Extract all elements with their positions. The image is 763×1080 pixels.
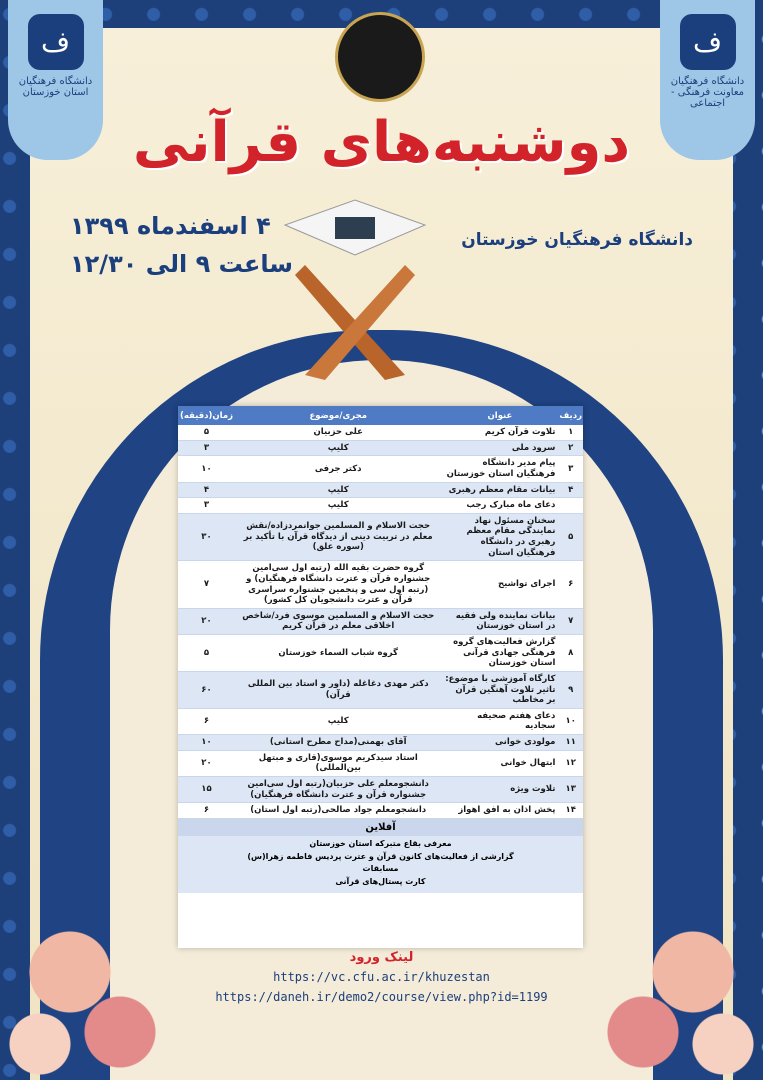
table-cell: ۶ [178, 708, 235, 734]
table-cell: سخنان مسئول نهاد نمایندگی مقام معظم رهبری در دانشگاه فرهنگیان استان [441, 513, 558, 561]
list-item: مسابقات [362, 864, 399, 874]
university-name: دانشگاه فرهنگیان خوزستان [461, 230, 693, 250]
table-cell: کلیپ [235, 440, 441, 456]
offline-title: آفلاین [178, 819, 583, 836]
table-cell: ۴ [558, 482, 583, 498]
table-cell: ۱۱ [558, 735, 583, 751]
logo-left-line2: استان خوزستان [22, 87, 89, 98]
table-row [178, 425, 583, 440]
table-cell: پیام مدیر دانشگاه فرهنگیان استان خوزستان [441, 456, 558, 482]
table-row [178, 671, 583, 708]
table-cell: مولودی خوانی [441, 735, 558, 751]
logo-left-line1: دانشگاه فرهنگیان [18, 76, 93, 87]
event-time: ساعت ۹ الی ۱۲/۳۰ [70, 250, 294, 278]
table-cell: ۱۰ [178, 456, 235, 482]
table-cell: ۵ [178, 425, 235, 440]
table-cell: کلیپ [235, 482, 441, 498]
table-cell: ۶۰ [178, 671, 235, 708]
table-cell: دکتر جرفی [235, 456, 441, 482]
list-item: گزارشی از فعالیت‌های کانون قرآن و عترت پردیس فاطمه زهرا(س) [247, 851, 514, 861]
table-cell: ۲۰ [178, 608, 235, 634]
table-cell: دعای هفتم صحیفه سجادیه [441, 708, 558, 734]
table-cell: ۳ [178, 498, 235, 514]
link-url-1[interactable]: https://vc.cfu.ac.ir/khuzestan [273, 970, 490, 984]
table-cell: گروه حضرت بقیه الله (رتبه اول سی‌امین جشنواره قرآن و عترت دانشگاه فرهنگیان) و (رتبه اول سی و پنجمین جشنواره سراسری قرآن و عترت دانشجویان کل کشور) [235, 561, 441, 609]
logo-right-line1: دانشگاه فرهنگیان [670, 76, 745, 87]
table-row [178, 482, 583, 498]
table-cell: دعای ماه مبارک رجب [441, 498, 558, 514]
table-cell [558, 498, 583, 514]
table-cell: ۲ [558, 440, 583, 456]
logo-icon: ف [28, 14, 84, 70]
table-cell: ۱۰ [558, 708, 583, 734]
table-cell: ۵ [558, 513, 583, 561]
table-cell: کلیپ [235, 498, 441, 514]
table-cell: اجرای تواشیح [441, 561, 558, 609]
table-row [178, 735, 583, 751]
list-item: معرفی بقاع متبرکه استان خوزستان [309, 838, 452, 848]
university-logo-left [8, 0, 103, 160]
table-cell: دکتر مهدی دغاغله (داور و استاد بین المللی قرآن) [235, 671, 441, 708]
header-cell: ردیف [558, 406, 583, 425]
table-cell: ابتهال خوانی [441, 750, 558, 776]
header-cell: مجری/موضوع [235, 406, 441, 425]
table-cell: دانشجومعلم جواد صالحی(رتبه اول استان) [235, 803, 441, 819]
table-cell: ۱۰ [178, 735, 235, 751]
table-cell: ۱۳ [558, 776, 583, 802]
table-cell: ۲۰ [178, 750, 235, 776]
table-row [178, 608, 583, 634]
table-cell: تلاوت ویژه [441, 776, 558, 802]
table-cell: آقای بهمنی(مداح مطرح استانی) [235, 735, 441, 751]
table-cell: ۷ [558, 608, 583, 634]
table-cell: حجت الاسلام و المسلمین موسوی فرد/شاخص اخلاقی معلم در قرآن کریم [235, 608, 441, 634]
bismillah-calligraphy-icon [335, 12, 425, 102]
table-row [178, 635, 583, 672]
table-cell: ۳ [178, 440, 235, 456]
university-logo-right [660, 0, 755, 160]
table-cell: ۱۴ [558, 803, 583, 819]
table-cell: ۶ [558, 561, 583, 609]
table-cell: علی حزبیان [235, 425, 441, 440]
logo-right-line2: معاونت فرهنگی - اجتماعی [670, 87, 745, 109]
table-cell: ۹ [558, 671, 583, 708]
offline-list [178, 836, 583, 893]
table-cell: ۳۰ [178, 513, 235, 561]
table-row [178, 513, 583, 561]
event-date: ۴ اسفندماه ۱۳۹۹ [70, 212, 271, 240]
table-cell: حجت الاسلام و المسلمین جوانمردزاده/نقش معلم در تربیت دینی از دیدگاه قرآن با تأکید بر (سوره علق) [235, 513, 441, 561]
table-cell: ۵ [178, 635, 235, 672]
table-row [178, 456, 583, 482]
header-cell: زمان(دقیقه) [178, 406, 235, 425]
table-row [178, 708, 583, 734]
table-cell: ۷ [178, 561, 235, 609]
table-cell: ۶ [178, 803, 235, 819]
table-cell: پخش اذان به افق اهواز [441, 803, 558, 819]
table-cell: گروه شباب السماء خوزستان [235, 635, 441, 672]
table-cell: بیانات نماینده ولی فقیه در استان خوزستان [441, 608, 558, 634]
table-cell: کلیپ [235, 708, 441, 734]
table-cell: بیانات مقام معظم رهبری [441, 482, 558, 498]
table-row [178, 776, 583, 802]
table-cell: ۱ [558, 425, 583, 440]
poster-title: دوشنبه‌های قرآنی [132, 110, 631, 175]
table-header-row [178, 406, 583, 425]
table-cell: ۱۲ [558, 750, 583, 776]
table-cell: گزارش فعالیت‌های گروه فرهنگی جهادی قرآنی استان خوزستان [441, 635, 558, 672]
logo-icon: ف [680, 14, 736, 70]
list-item: کارت پستال‌های قرآنی [335, 877, 426, 887]
quran-stand-icon [265, 195, 445, 385]
table-row [178, 803, 583, 819]
link-title: لینک ورود [349, 950, 414, 965]
header-cell: عنوان [441, 406, 558, 425]
table-row [178, 750, 583, 776]
table-row [178, 440, 583, 456]
table-cell: دانشجومعلم علی حزبیان(رتبه اول سی‌امین جشنواره قرآن و عترت دانشگاه فرهنگیان) [235, 776, 441, 802]
table-cell: کارگاه آموزشی با موضوع: تاثیر تلاوت آهنگین قرآن بر مخاطب [441, 671, 558, 708]
table-cell: سرود ملی [441, 440, 558, 456]
table-cell: ۳ [558, 456, 583, 482]
table-cell: ۸ [558, 635, 583, 672]
table-row [178, 561, 583, 609]
table-cell: استاد سیدکریم موسوی(قاری و مبتهل بین‌المللی) [235, 750, 441, 776]
table-cell: ۱۵ [178, 776, 235, 802]
table-cell: تلاوت قرآن کریم [441, 425, 558, 440]
link-url-2[interactable]: https://daneh.ir/demo2/course/view.php?id=1199 [215, 990, 548, 1004]
table-row [178, 498, 583, 514]
program-table [178, 406, 583, 948]
table-cell: ۴ [178, 482, 235, 498]
